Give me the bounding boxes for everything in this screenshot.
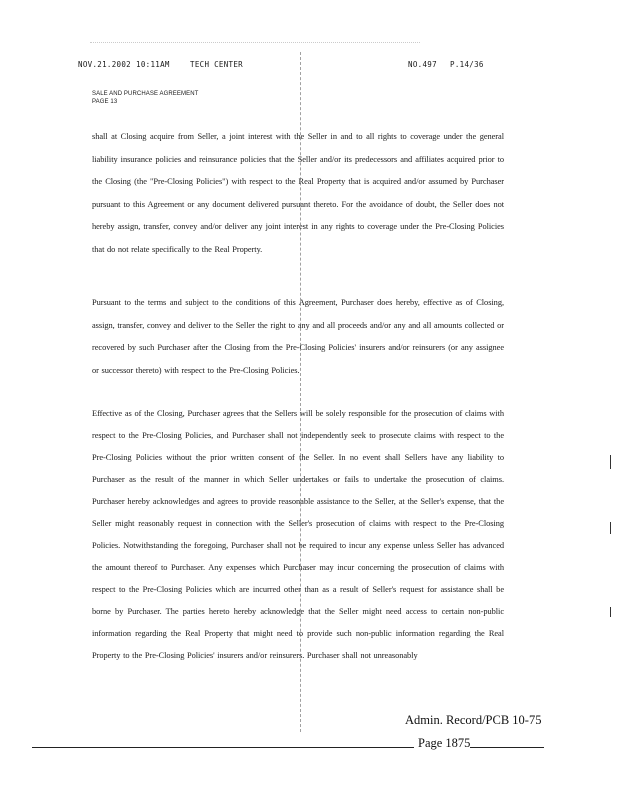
scan-speckle bbox=[90, 42, 420, 45]
stamp-underline-right bbox=[470, 747, 544, 748]
margin-mark bbox=[610, 522, 611, 534]
fax-header bbox=[78, 60, 518, 74]
fax-time: 10:11AM bbox=[136, 60, 170, 69]
document-title bbox=[92, 90, 198, 106]
paragraph-2: Pursuant to the terms and subject to the conditions of this Agreement, Purchaser does hereby, effective as of Closing, assign, transfer, convey and deliver to the Seller the right to any and all proceeds and/or any and all amounts collected or recovered by such Purchaser after the Closing from the Pre-Closing Policies' insurers and/or reinsurers (or any assignee or successor thereto) with respect to the Pre-Closing Policies. bbox=[92, 298, 504, 375]
document-page-label: PAGE 13 bbox=[92, 99, 118, 105]
fax-number: NO.497 bbox=[408, 60, 437, 69]
margin-mark bbox=[610, 607, 611, 617]
fax-sender: TECH CENTER bbox=[190, 60, 243, 69]
fax-date: NOV.21.2002 bbox=[78, 60, 131, 69]
fax-page-count: P.14/36 bbox=[450, 60, 484, 69]
scan-fold-line bbox=[300, 52, 301, 732]
page-number-stamp: Page 1875 bbox=[418, 736, 471, 750]
margin-mark bbox=[610, 455, 611, 469]
document-title-line: SALE AND PURCHASE AGREEMENT bbox=[92, 91, 199, 97]
admin-record-stamp: Admin. Record/PCB 10-75 bbox=[405, 713, 542, 727]
paragraph-1: shall at Closing acquire from Seller, a joint interest with the Seller in and to all rights to coverage under the general liability insurance policies and reinsurance policies that the Seller and/or its predecessors and affiliates acquired prior to the Closing (the "Pre-Closing Policies") with respect to the Real Property that is acquired and/or assumed by Purchaser pursuant to this Agreement or any document delivered pursuant thereto. For the avoidance of doubt, the Seller does not hereby assign, transfer, convey and/or deliver any joint interest in any rights to coverage under the Pre-Closing Policies that do not relate specifically to the Real Property. bbox=[92, 132, 504, 254]
paragraph-3: Effective as of the Closing, Purchaser agrees that the Sellers will be solely responsible for the prosecution of claims with respect to the Pre-Closing Policies, and Purchaser shall not independently seek to prosecute claims with respect to the Pre-Closing Policies without the prior written consent of the Seller. In no event shall Sellers have any liability to Purchaser as the result of the manner in which Seller undertakes or fails to undertake the prosecution of claims. Purchaser hereby acknowledges and agrees to provide reasonable assistance to the Seller, at the Seller's expense, that the Seller might reasonably request in connection with the Seller's prosecution of claims with respect to the Pre-Closing Policies. Notwithstanding the foregoing, Purchaser shall not be required to incur any expense unless Seller has advanced the amount thereof to Purchaser. Any expenses which Purchaser may incur concerning the prosecution of claims with respect to the Pre-Closing Policies which are incurred other than as a result of Seller's request for assistance shall be borne by Purchaser. The parties hereto hereby acknowledge that the Seller might need access to certain non-public information regarding the Real Property that might need to provide such non-public information regarding the Real Property to the Pre-Closing Policies' insurers and/or reinsurers. Purchaser shall not unreasonably bbox=[92, 409, 504, 660]
stamp-underline bbox=[32, 747, 414, 748]
